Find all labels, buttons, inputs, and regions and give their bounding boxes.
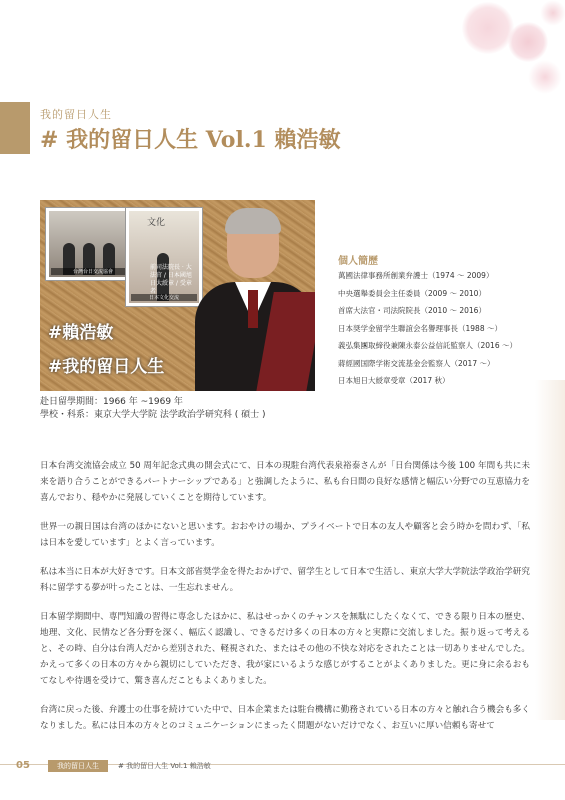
- profile-item: 中央選舉委員会主任委員（2009 ～ 2010）: [338, 288, 486, 298]
- header-accent-bar: [0, 102, 30, 154]
- cherry-blossom-decoration: [508, 22, 548, 62]
- cherry-blossom-decoration: [528, 60, 562, 94]
- article-paragraph: 台湾に戻った後、弁護士の仕事を続けていた中で、日本企業または駐台機構に勤務されている日本の方々と触れ合う機会も多くなりました。私には日本の方々とのコミュニケーションにまったく問題がないだけでなく、お互いに厚い信頼も寄せて: [40, 705, 530, 731]
- article-paragraph: 私は本当に日本が大好きです。日本文部省奨学金を得たおかげで、留学生として日本で生活し、東京大学大学院法学政治学研究科に留学する夢が叶ったことは、一生忘れません。: [40, 567, 530, 593]
- snapshot-caption: 台灣台日交流協會: [51, 268, 135, 275]
- event-sign: 文化: [147, 218, 166, 228]
- photo-hashtag-series: #我的留日人生: [48, 357, 165, 377]
- photo-small-caption: 前司法院長 · 大法官 / 日本國旭日大綬章 / 受章者: [150, 264, 192, 295]
- profile-item: 日本奨学金留学生聯誼会名譽理事長（1988 ～）: [338, 323, 502, 333]
- article-body: [40, 458, 530, 747]
- photo-hashtag-name: #賴浩敏: [48, 323, 114, 343]
- cherry-blossom-decoration: [462, 2, 514, 54]
- side-wave-decoration: [535, 380, 565, 720]
- feature-photo: [40, 200, 315, 391]
- cherry-blossom-decoration: [540, 0, 565, 26]
- profile-item: 日本旭日大綬章受章（2017 秋）: [338, 376, 450, 385]
- portrait-figure: [195, 208, 315, 391]
- footer-title: # 我的留日人生 Vol.1 賴浩敏: [118, 762, 211, 770]
- profile-item: 蔣經國国際学術交流基金会監察人（2017 ～）: [338, 358, 495, 368]
- profile-item: 義弘集團取締役兼陳永泰公益信託監察人（2016 ～）: [338, 341, 517, 350]
- study-period: 赴日留學期間：1966 年 ~1969 年: [40, 397, 183, 407]
- profile-list: [338, 270, 517, 393]
- footer-section-label: 我的留日人生: [48, 760, 108, 772]
- snapshot-caption: 日本文化交流: [131, 294, 197, 301]
- page-number: 05: [16, 760, 30, 771]
- section-label: 我的留日人生: [40, 108, 112, 121]
- article-paragraph: 日本台湾交流協会成立 50 周年記念式典の開会式にて、日本の現駐台湾代表泉裕泰さんが「日台関係は今後 100 年間も共に未来を語り合うことができるパートナーシップである」と強調したように、私も台日間の良好な感情と幅広い分野での互恵協力を喜んでおり、穏やかに発展していくことを期待しています。: [40, 461, 530, 503]
- article-paragraph: 世界一の親日国は台湾のほかにないと思います。おおやけの場か、プライベートで日本の友人や顧客と会う時かを問わず、「私は日本を愛しています」とよく言っています。: [40, 522, 530, 548]
- profile-item: 萬國法律事務所創業弁護士（1974 ～ 2009）: [338, 271, 494, 280]
- page-title: # 我的留日人生 Vol.1 賴浩敏: [40, 127, 341, 153]
- profile-item: 首席大法官・司法院院長（2010 ～ 2016）: [338, 306, 486, 315]
- article-paragraph: 日本留学期間中、専門知識の習得に専念したほかに、私はせっかくのチャンスを無駄にしたくなくて、できる限り日本の歴史、地理、文化、民情など各分野を深く、幅広く認識し、できるだけ多くの日本の方々と実際に交流しました。振り返って考えると、その時、自分は台湾人だから差別された、軽視された、またはその他の不快な対応をされたことは一切ありませんでした。かえって多くの日本の方々から親切にしていただき、我が家にいるような感じがすることがよくありました。更に身に余るおもてなしや待遇を受けて、驚き喜んだこともよくありました。: [40, 612, 530, 686]
- study-school: 學校・科系：東京大学大学院 法学政治学研究科 ( 碩士 ): [40, 410, 266, 420]
- profile-title: 個人簡歷: [338, 256, 378, 267]
